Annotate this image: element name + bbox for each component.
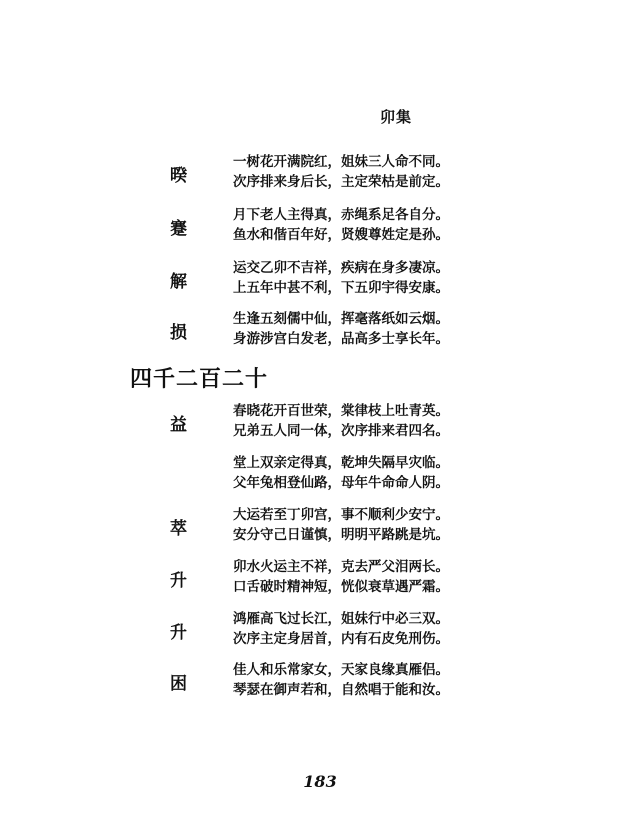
verse-line: 次序排来身后长，主定荣枯是前定。 (233, 174, 449, 190)
page-header: 卯集 (380, 108, 413, 126)
verse-text (233, 453, 449, 493)
hexagram-label: 损 (170, 323, 187, 343)
verse-line: 口舌破时精神短，恍似衰草遇严霜。 (233, 579, 449, 595)
verse-text (233, 401, 449, 441)
hexagram-label: 解 (170, 272, 187, 292)
verse-entry (0, 205, 640, 249)
verse-line: 身游涉宫白发老，品高多士享长年。 (233, 331, 449, 347)
verse-line: 次序主定身居首，内有石皮免刑伤。 (233, 631, 449, 647)
verse-entry (0, 258, 640, 302)
verse-text (233, 205, 449, 245)
hexagram-label: 益 (170, 415, 187, 435)
verse-line: 一树花开满院红，姐妹三人命不同。 (233, 154, 449, 170)
hexagram-label: 萃 (170, 519, 187, 539)
verse-text (233, 309, 449, 349)
section-title: 四千二百二十 (130, 366, 269, 392)
verse-line: 琴瑟在御声若和，自然唱于能和汝。 (233, 682, 449, 698)
verse-line: 春晓花开百世荣，棠律枝上吐青英。 (233, 403, 449, 419)
verse-line: 佳人和乐常家女，天家良缘真雁侣。 (233, 662, 449, 678)
verse-line: 安分守己日谨慎，明明平路跳是坑。 (233, 527, 449, 543)
verse-line: 卯水火运主不祥，克去严父泪两长。 (233, 559, 449, 575)
verse-line: 大运若至丁卯宫，事不顺利少安宁。 (233, 507, 449, 523)
verse-text (233, 660, 449, 700)
verse-entry (0, 453, 640, 497)
verse-line: 运交乙卯不吉祥，疾病在身多凄凉。 (233, 260, 449, 276)
hexagram-label: 蹇 (170, 219, 187, 239)
verse-line: 鱼水和偕百年好，贤嫂尊姓定是孙。 (233, 227, 449, 243)
verse-entry (0, 401, 640, 445)
verse-line: 上五年中甚不利，下五卯宇得安康。 (233, 280, 449, 296)
verse-text (233, 557, 449, 597)
hexagram-label: 困 (170, 674, 187, 694)
hexagram-label: 升 (170, 571, 187, 591)
verse-entry (0, 557, 640, 601)
verse-entry (0, 152, 640, 196)
verse-line: 月下老人主得真，赤绳系足各自分。 (233, 207, 449, 223)
verse-line: 兄弟五人同一体，次序排来君四名。 (233, 423, 449, 439)
page-number: 183 (303, 772, 337, 791)
verse-line: 鸿雁高飞过长江，姐妹行中必三双。 (233, 611, 449, 627)
hexagram-label: 暌 (170, 166, 187, 186)
verse-text (233, 152, 449, 192)
verse-entry (0, 309, 640, 353)
verse-entry (0, 505, 640, 549)
verse-line: 生逢五刻儒中仙，挥毫落纸如云烟。 (233, 311, 449, 327)
verse-text (233, 505, 449, 545)
verse-line: 堂上双亲定得真，乾坤失隔早灾临。 (233, 455, 449, 471)
verse-text (233, 258, 449, 298)
hexagram-label: 升 (170, 623, 187, 643)
verse-entry (0, 609, 640, 653)
verse-text (233, 609, 449, 649)
verse-line: 父年兔相登仙路，母年牛命命人阴。 (233, 475, 449, 491)
verse-entry (0, 660, 640, 704)
